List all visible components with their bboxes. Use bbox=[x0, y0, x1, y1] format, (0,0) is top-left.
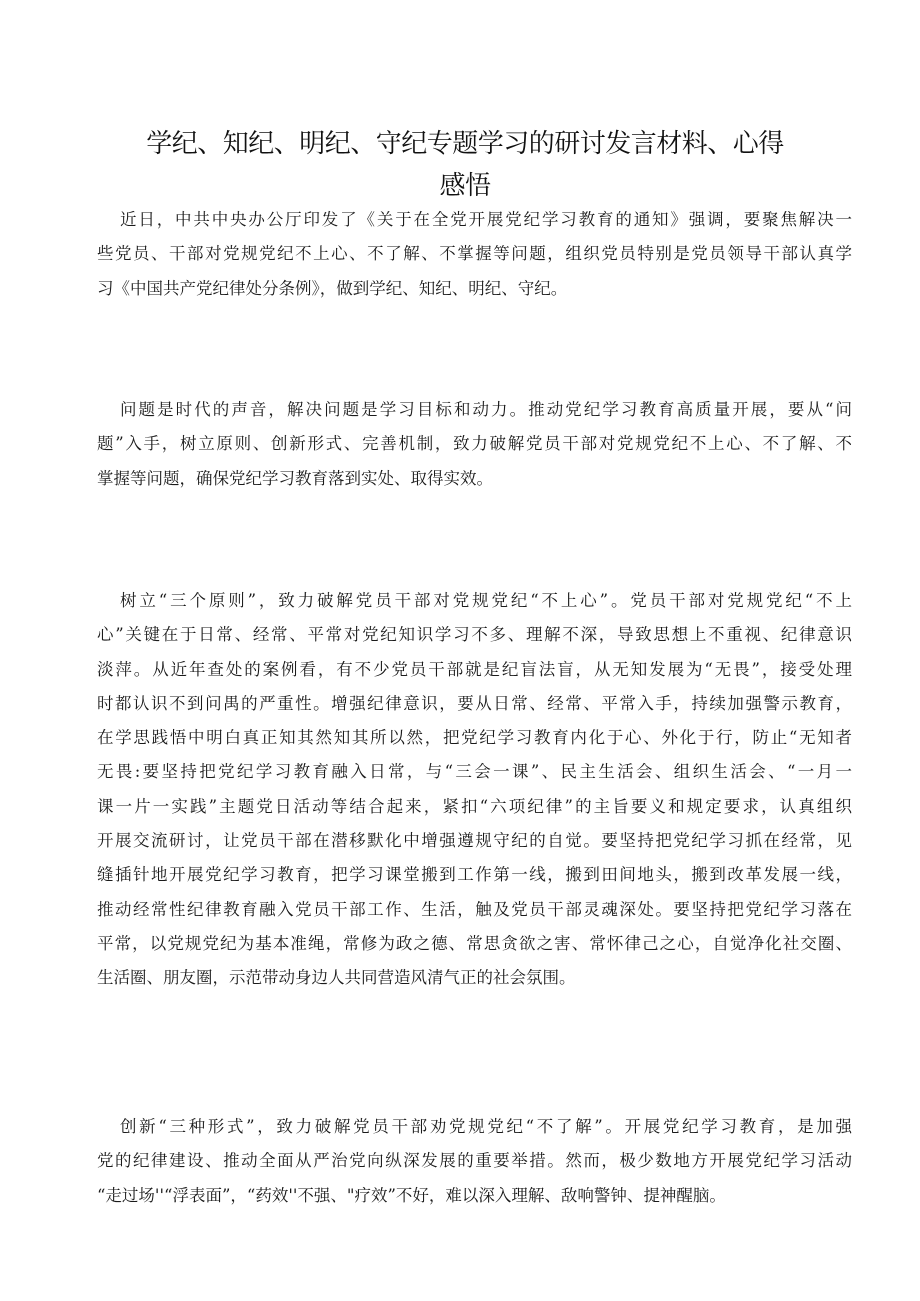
paragraph-line: 平常，以党规党纪为基本准绳，常修为政之德、常思贪欲之害、常怀律己之心，自觉净化社交圈、 bbox=[97, 933, 852, 953]
paragraph-line: 生活圈、朋友圈，示范带动身边人共同营造风清气正的社会氛围。 bbox=[97, 968, 576, 988]
paragraph-line: 缝插针地开展党纪学习教育，把学习课堂搬到工作第一线，搬到田间地头，搬到改革发展一线， bbox=[97, 865, 852, 885]
paragraph-line: 些党员、干部对党规党纪不上心、不了解、不掌握等问题，组织党员特别是党员领导干部认真学 bbox=[97, 244, 852, 264]
paragraph-line: 题”入手，树立原则、创新形式、完善机制，致力破解党员干部对党规党纪不上心、不了解、不 bbox=[97, 434, 852, 454]
paragraph-line: 习《中国共产党纪律处分条例》，做到学纪、知纪、明纪、守纪。 bbox=[97, 278, 568, 298]
paragraph-line: 时都认识不到问禺的严重性。增强纪律意识，要从日常、经常、平常入手，持续加强警示教育， bbox=[97, 693, 852, 713]
paragraph-line: “走过场''“浮表面”，“药效''不强、"疗效”不好，难以深入理解、敌响警钟、提神醒脑。 bbox=[97, 1185, 726, 1205]
paragraph-line: 推动经常性纪律教育融入党员干部工作、生活，触及党员干部灵魂深处。要坚持把党纪学习落在 bbox=[97, 899, 852, 919]
paragraph-line: 掌握等问题，确保党纪学习教育落到实处、取得实效。 bbox=[97, 468, 493, 488]
title-line-1: 学纪、知纪、明纪、守纪专题学习的研讨发言材料、心得 bbox=[146, 129, 784, 159]
paragraph-line: 党的纪律建设、推动全面从严治党向纵深发展的重要举措。然而，极少数地方开展党纪学习活动 bbox=[97, 1151, 852, 1171]
paragraph-line: 树立“三个原则”，致力破解党员干部对党规党纪“不上心”。党员干部对党规党纪“不上 bbox=[120, 591, 852, 610]
paragraph-4 bbox=[97, 1110, 852, 1213]
paragraph-2 bbox=[97, 393, 852, 496]
title-line-2: 感悟 bbox=[439, 171, 491, 201]
paragraph-1 bbox=[97, 203, 852, 306]
paragraph-line: 心”关键在于日常、经常、平常对党纪知识学习不多、理解不深，导致思想上不重视、纪律意识 bbox=[97, 625, 852, 645]
paragraph-line: 近日，中共中央办公厅印发了《关于在全党开展党纪学习教育的通知》强调，要聚焦解决一 bbox=[120, 210, 852, 229]
paragraph-line: 课一片一实践”主题党日活动等结合起来，紧扣“六项纪律”的主旨要义和规定要求，认真组织 bbox=[97, 796, 852, 816]
paragraph-line: 开展交流研讨，让党员干部在潜移默化中增强遵规守纪的自觉。要坚持把党纪学习抓在经常，见 bbox=[97, 831, 852, 851]
paragraph-3 bbox=[97, 584, 852, 996]
document-title bbox=[100, 123, 830, 207]
paragraph-line: 无畏:要坚持把党纪学习教育融入日常，与“三会一课”、民主生活会、组织生活会、“一月一 bbox=[97, 762, 852, 782]
paragraph-line: 问题是时代的声音，解决问题是学习目标和动力。推动党纪学习教育高质量开展，要从“问 bbox=[120, 400, 852, 419]
paragraph-line: 淡萍。从近年查处的案例看，有不少党员干部就是纪盲法盲，从无知发展为“无畏”，接受处理 bbox=[97, 659, 852, 679]
paragraph-line: 在学思践悟中明白真正知其然知其所以然，把党纪学习教育内化于心、外化于行，防止“无知者 bbox=[97, 728, 852, 748]
paragraph-line: 创新“三种形式”，致力破解党员干部劝党规党纪“不了解”。开展党纪学习教育，是加强 bbox=[120, 1117, 852, 1136]
